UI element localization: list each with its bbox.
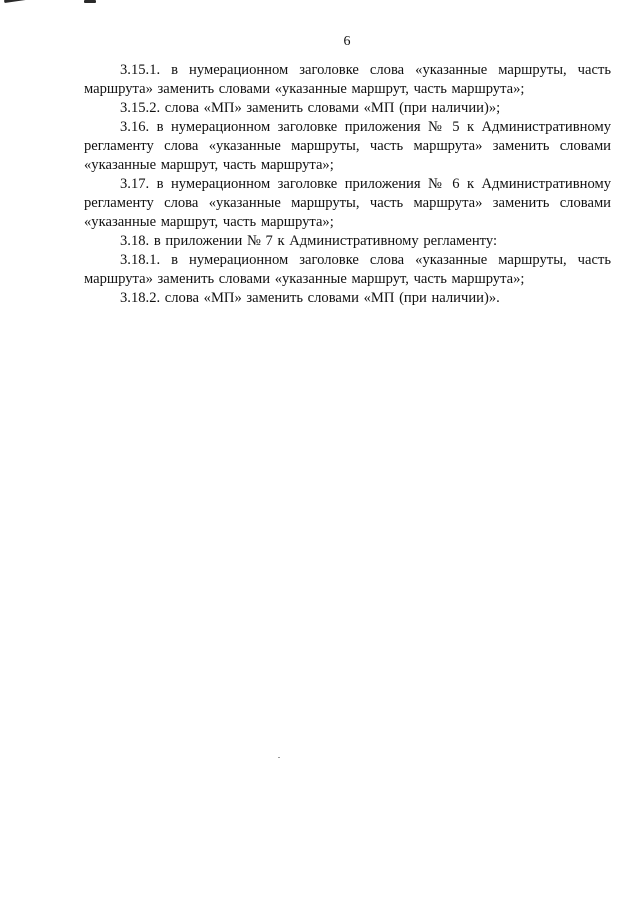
paragraph-3-16: 3.16. в нумерационном заголовке приложения № 5 к Административному регламенту слова «указанные маршруты, часть маршрута» заменить словами «указанные маршрут, часть маршрута»; — [84, 119, 611, 173]
paragraph-3-18-1: 3.18.1. в нумерационном заголовке слова «указанные маршруты, часть маршрута» заменить словами «указанные маршрут, часть маршрута»; — [84, 252, 611, 287]
paragraph-3-17: 3.17. в нумерационном заголовке приложения № 6 к Административному регламенту слова «указанные маршруты, часть маршрута» заменить словами «указанные маршрут, часть маршрута»; — [84, 176, 611, 230]
page-number: 6 — [343, 34, 351, 49]
paragraph-3-18-2: 3.18.2. слова «МП» заменить словами «МП (при наличии)». — [120, 290, 500, 306]
paragraph-3-15-2: 3.15.2. слова «МП» заменить словами «МП (при наличии)»; — [120, 100, 501, 116]
paragraph-3-18: 3.18. в приложении № 7 к Административному регламенту: — [120, 233, 498, 249]
document-body — [84, 61, 611, 308]
paragraph-3-15-1: 3.15.1. в нумерационном заголовке слова «указанные маршруты, часть маршрута» заменить словами «указанные маршрут, часть маршрута»; — [84, 62, 611, 97]
scan-artifact-left — [4, 0, 30, 3]
scan-speck — [278, 757, 280, 758]
scan-artifact-mid — [84, 0, 96, 3]
